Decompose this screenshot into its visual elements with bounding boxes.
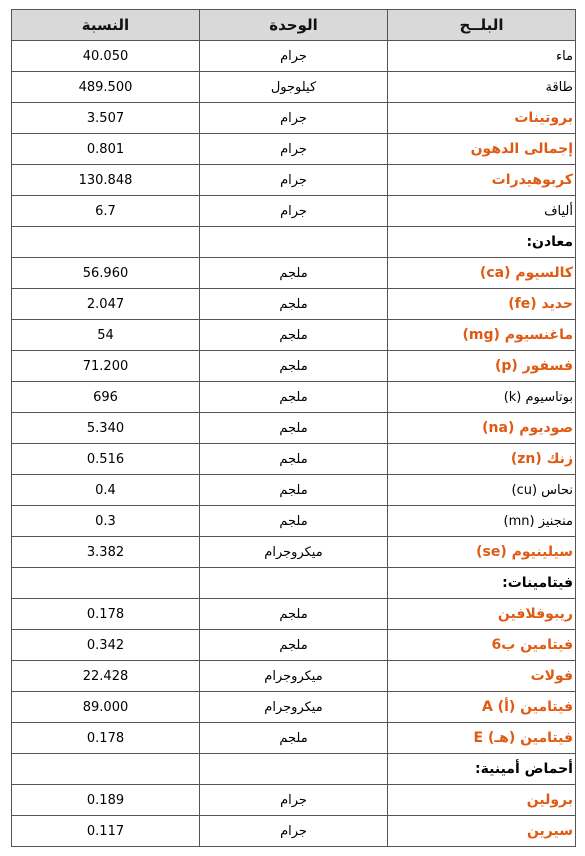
cell-unit: ملجم	[200, 630, 388, 661]
cell-value: 130.848	[12, 165, 200, 196]
cell-value: 3.382	[12, 537, 200, 568]
nutrient-name: سيلينيوم (se)	[476, 544, 573, 560]
table-row	[12, 692, 576, 723]
cell-value: 0.3	[12, 506, 200, 537]
nutrient-name: كالسيوم (ca)	[479, 265, 573, 281]
cell-value: 71.200	[12, 351, 200, 382]
cell-item	[388, 754, 576, 785]
cell-value: 0.516	[12, 444, 200, 475]
nutrient-name: صوديوم (na)	[482, 420, 573, 436]
cell-value: 3.507	[12, 103, 200, 134]
table-row	[12, 723, 576, 754]
cell-unit: ملجم	[200, 444, 388, 475]
nutrient-name: معادن:	[526, 234, 573, 250]
nutrient-name: منجنيز (mn)	[503, 513, 573, 529]
nutrient-name: سيرين	[526, 823, 573, 839]
table-row	[12, 475, 576, 506]
cell-item	[388, 289, 576, 320]
cell-value: 0.342	[12, 630, 200, 661]
cell-value: 6.7	[12, 196, 200, 227]
nutrient-name: برولين	[526, 792, 573, 808]
cell-item	[388, 165, 576, 196]
nutrient-name: فيتامين ب6	[491, 637, 573, 653]
cell-item	[388, 320, 576, 351]
header-unit: الوحدة	[200, 10, 388, 41]
cell-item	[388, 413, 576, 444]
cell-item	[388, 661, 576, 692]
cell-value: 0.178	[12, 723, 200, 754]
header-value: النسبة	[12, 10, 200, 41]
cell-unit: ملجم	[200, 475, 388, 506]
cell-item	[388, 568, 576, 599]
table-row	[12, 785, 576, 816]
nutrient-name: نحاس (cu)	[511, 482, 573, 498]
cell-value: 54	[12, 320, 200, 351]
cell-item	[388, 537, 576, 568]
cell-value	[12, 754, 200, 785]
table-row	[12, 599, 576, 630]
cell-value	[12, 568, 200, 599]
table-row	[12, 630, 576, 661]
cell-value: 40.050	[12, 41, 200, 72]
cell-unit: ميكروجرام	[200, 692, 388, 723]
cell-item	[388, 134, 576, 165]
cell-unit: كيلوجول	[200, 72, 388, 103]
nutrient-name: زنك (zn)	[510, 451, 573, 467]
nutrient-name: ماغنسيوم (mg)	[462, 327, 573, 343]
cell-unit: ملجم	[200, 289, 388, 320]
cell-item	[388, 351, 576, 382]
cell-value: 0.178	[12, 599, 200, 630]
cell-unit: ملجم	[200, 320, 388, 351]
cell-unit: ملجم	[200, 382, 388, 413]
cell-item	[388, 41, 576, 72]
nutrient-name: حديد (fe)	[508, 296, 573, 312]
cell-unit	[200, 568, 388, 599]
table-row	[12, 351, 576, 382]
cell-unit: ميكروجرام	[200, 661, 388, 692]
nutrient-name: طاقة	[545, 79, 573, 95]
table-body	[12, 41, 576, 847]
nutrient-name: بروتينات	[514, 110, 573, 126]
table-row	[12, 41, 576, 72]
cell-item	[388, 227, 576, 258]
cell-unit: ملجم	[200, 599, 388, 630]
cell-value: 0.4	[12, 475, 200, 506]
cell-value: 89.000	[12, 692, 200, 723]
table-row	[12, 816, 576, 847]
cell-unit: ملجم	[200, 258, 388, 289]
cell-item	[388, 258, 576, 289]
table-row	[12, 134, 576, 165]
cell-unit: ميكروجرام	[200, 537, 388, 568]
nutrient-name: ريبوفلافين	[497, 606, 573, 622]
table-row	[12, 320, 576, 351]
nutrient-name: فيتامينات:	[502, 575, 573, 591]
nutrient-name: فيتامين (أ) A	[481, 699, 573, 715]
cell-item	[388, 506, 576, 537]
section-row	[12, 754, 576, 785]
cell-value: 22.428	[12, 661, 200, 692]
cell-unit: جرام	[200, 785, 388, 816]
table-row	[12, 289, 576, 320]
nutrient-name: فسفور (p)	[494, 358, 573, 374]
table-row	[12, 661, 576, 692]
cell-item	[388, 723, 576, 754]
cell-value: 2.047	[12, 289, 200, 320]
nutrient-name: فولات	[530, 668, 573, 684]
cell-item	[388, 692, 576, 723]
cell-unit: ملجم	[200, 506, 388, 537]
nutrient-name: إجمالى الدهون	[470, 141, 573, 157]
cell-value: 5.340	[12, 413, 200, 444]
nutrient-name: أحماض أمينية:	[475, 761, 573, 777]
cell-unit: جرام	[200, 196, 388, 227]
cell-item	[388, 785, 576, 816]
cell-item	[388, 103, 576, 134]
cell-unit: ملجم	[200, 413, 388, 444]
cell-unit	[200, 754, 388, 785]
cell-unit	[200, 227, 388, 258]
cell-item	[388, 72, 576, 103]
nutrition-table-container	[11, 9, 575, 847]
cell-item	[388, 382, 576, 413]
cell-unit: ملجم	[200, 351, 388, 382]
table-row	[12, 382, 576, 413]
cell-value: 489.500	[12, 72, 200, 103]
cell-unit: ملجم	[200, 723, 388, 754]
table-row	[12, 103, 576, 134]
cell-value: 0.117	[12, 816, 200, 847]
cell-unit: جرام	[200, 103, 388, 134]
table-row	[12, 506, 576, 537]
cell-item	[388, 475, 576, 506]
nutrient-name: فيتامين (هـ) E	[473, 730, 573, 746]
nutrient-name: بوتاسيوم (k)	[503, 389, 573, 405]
nutrition-table	[11, 9, 576, 847]
table-row	[12, 196, 576, 227]
table-row	[12, 72, 576, 103]
cell-item	[388, 630, 576, 661]
table-row	[12, 165, 576, 196]
cell-value: 696	[12, 382, 200, 413]
cell-unit: جرام	[200, 41, 388, 72]
nutrient-name: ماء	[555, 48, 573, 64]
nutrient-name: ألياف	[544, 203, 573, 219]
section-row	[12, 568, 576, 599]
cell-unit: جرام	[200, 816, 388, 847]
section-row	[12, 227, 576, 258]
cell-value: 56.960	[12, 258, 200, 289]
nutrient-name: كربوهيدرات	[491, 172, 573, 188]
cell-item	[388, 196, 576, 227]
cell-value	[12, 227, 200, 258]
table-header-row	[12, 10, 576, 41]
table-row	[12, 413, 576, 444]
cell-value: 0.801	[12, 134, 200, 165]
cell-item	[388, 816, 576, 847]
cell-item	[388, 599, 576, 630]
table-row	[12, 444, 576, 475]
table-row	[12, 537, 576, 568]
cell-unit: جرام	[200, 165, 388, 196]
cell-item	[388, 444, 576, 475]
cell-value: 0.189	[12, 785, 200, 816]
header-item: البلــح	[388, 10, 576, 41]
cell-unit: جرام	[200, 134, 388, 165]
table-row	[12, 258, 576, 289]
